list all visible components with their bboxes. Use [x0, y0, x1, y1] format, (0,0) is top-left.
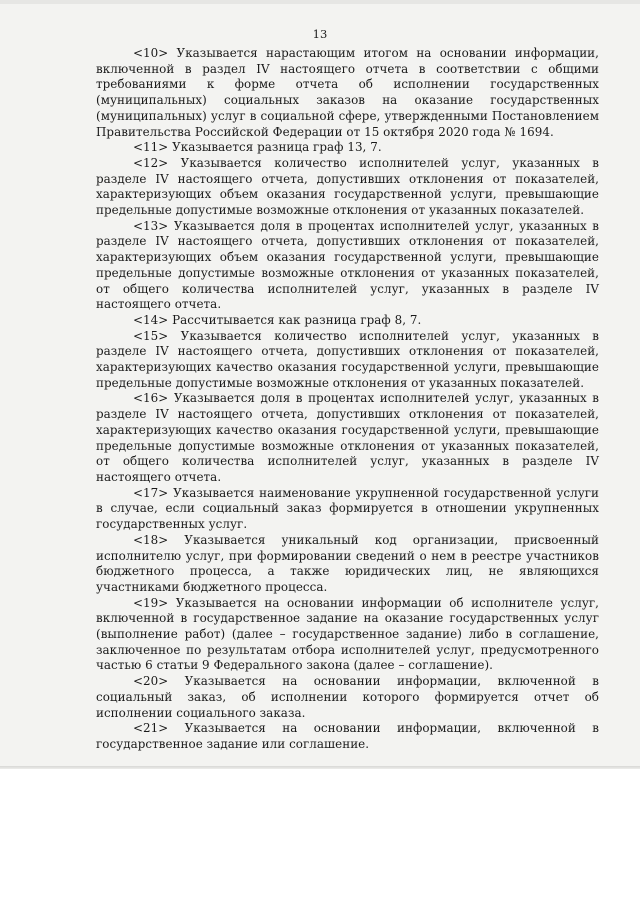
footnote-marker: <14> [133, 312, 169, 327]
scan-bottom-edge [0, 766, 640, 769]
footnote-17 [96, 486, 599, 533]
footnote-marker: <11> [133, 140, 169, 155]
footnote-marker: <21> [133, 721, 169, 736]
footnote-marker: <13> [133, 218, 169, 233]
footnote-text: Указывается наименование укрупненной государственной услуги в случае, если социальный заказ формируется в отношении укрупненных государственных услуг. [96, 485, 599, 532]
footnote-text: Указывается на основании информации об исполнителе услуг, включенной в государственное задание на оказание государственных услуг (выполнение работ) (далее – государственное задание) либо в соглашение, заключенное по результатам отбора исполнителей услуг, предусмотренного частью 6 статьи 9 Федерального закона (далее – соглашение). [96, 595, 599, 673]
footnote-12 [96, 156, 599, 219]
footnote-text: Указывается количество исполнителей услуг, указанных в разделе IV настоящего отчета, допустивших отклонения от показателей, характеризующих объем оказания государственной услуги, превышающие предельные допустимые возможные отклонения от указанных показателей. [96, 155, 599, 218]
footnote-text: Указывается нарастающим итогом на основании информации, включенной в раздел IV настоящего отчета в соответствии с общими требованиями к форме отчета об исполнении государственных (муниципальных) социальных заказов на оказание государственных (муниципальных) услуг в социальной сфере, утвержденными Постановлением Правительства Российской Федерации от 15 октября 2020 года № 1694. [96, 46, 599, 139]
footnote-text: Указывается уникальный код организации, присвоенный исполнителю услуг, при формировании сведений о нем в реестре участников бюджетного процесса, а также юридических лиц, не являющихся участниками бюджетного процесса. [96, 532, 599, 594]
footnote-marker: <16> [133, 391, 169, 406]
footnote-marker: <19> [133, 595, 169, 610]
footnote-18 [96, 533, 599, 596]
footnote-text: Указывается доля в процентах исполнителей услуг, указанных в разделе IV настоящего отчета, допустивших отклонения от показателей, характеризующих качество оказания государственной услуги, превышающие предельные допустимые возможные отклонения от указанных показателей, от общего количества исполнителей услуг, указанных в разделе IV настоящего отчета. [96, 391, 599, 484]
footnote-10 [96, 46, 599, 140]
footnote-text: Указывается доля в процентах исполнителей услуг, указанных в разделе IV настоящего отчета, допустивших отклонения от показателей, характеризующих объем оказания государственной услуги, превышающие предельные допустимые возможные отклонения от указанных показателей, от общего количества исполнителей услуг, указанных в разделе IV настоящего отчета. [96, 218, 599, 312]
footnote-marker: <12> [133, 155, 169, 170]
footnote-16 [96, 391, 599, 485]
footnotes-body [96, 46, 599, 753]
footnote-14 [96, 313, 599, 329]
footnote-19 [96, 596, 599, 675]
page-number: 13 [312, 27, 328, 41]
footnote-text: Указывается на основании информации, включенной в государственное задание или соглашение. [96, 721, 599, 751]
footnote-text: Рассчитывается как разница граф 8, 7. [172, 312, 422, 327]
footnote-13 [96, 219, 599, 313]
footnote-text: Указывается разница граф 13, 7. [172, 140, 382, 155]
footnote-marker: <17> [133, 485, 169, 500]
footnote-text: Указывается количество исполнителей услуг, указанных в разделе IV настоящего отчета, допустивших отклонения от показателей, характеризующих качество оказания государственной услуги, превышающие предельные допустимые возможные отклонения от указанных показателей. [96, 328, 599, 390]
footnote-15 [96, 329, 599, 392]
scan-top-edge [0, 0, 640, 4]
footnote-marker: <10> [133, 46, 169, 60]
footnote-marker: <18> [133, 532, 169, 547]
footnote-11 [96, 140, 599, 156]
footnote-marker: <15> [133, 328, 169, 343]
footnote-marker: <20> [133, 674, 169, 689]
footnote-text: Указывается на основании информации, включенной в социальный заказ, об исполнении которого формируется отчет об исполнении социального заказа. [96, 674, 599, 720]
footnote-20 [96, 674, 599, 721]
footnote-21 [96, 721, 599, 752]
